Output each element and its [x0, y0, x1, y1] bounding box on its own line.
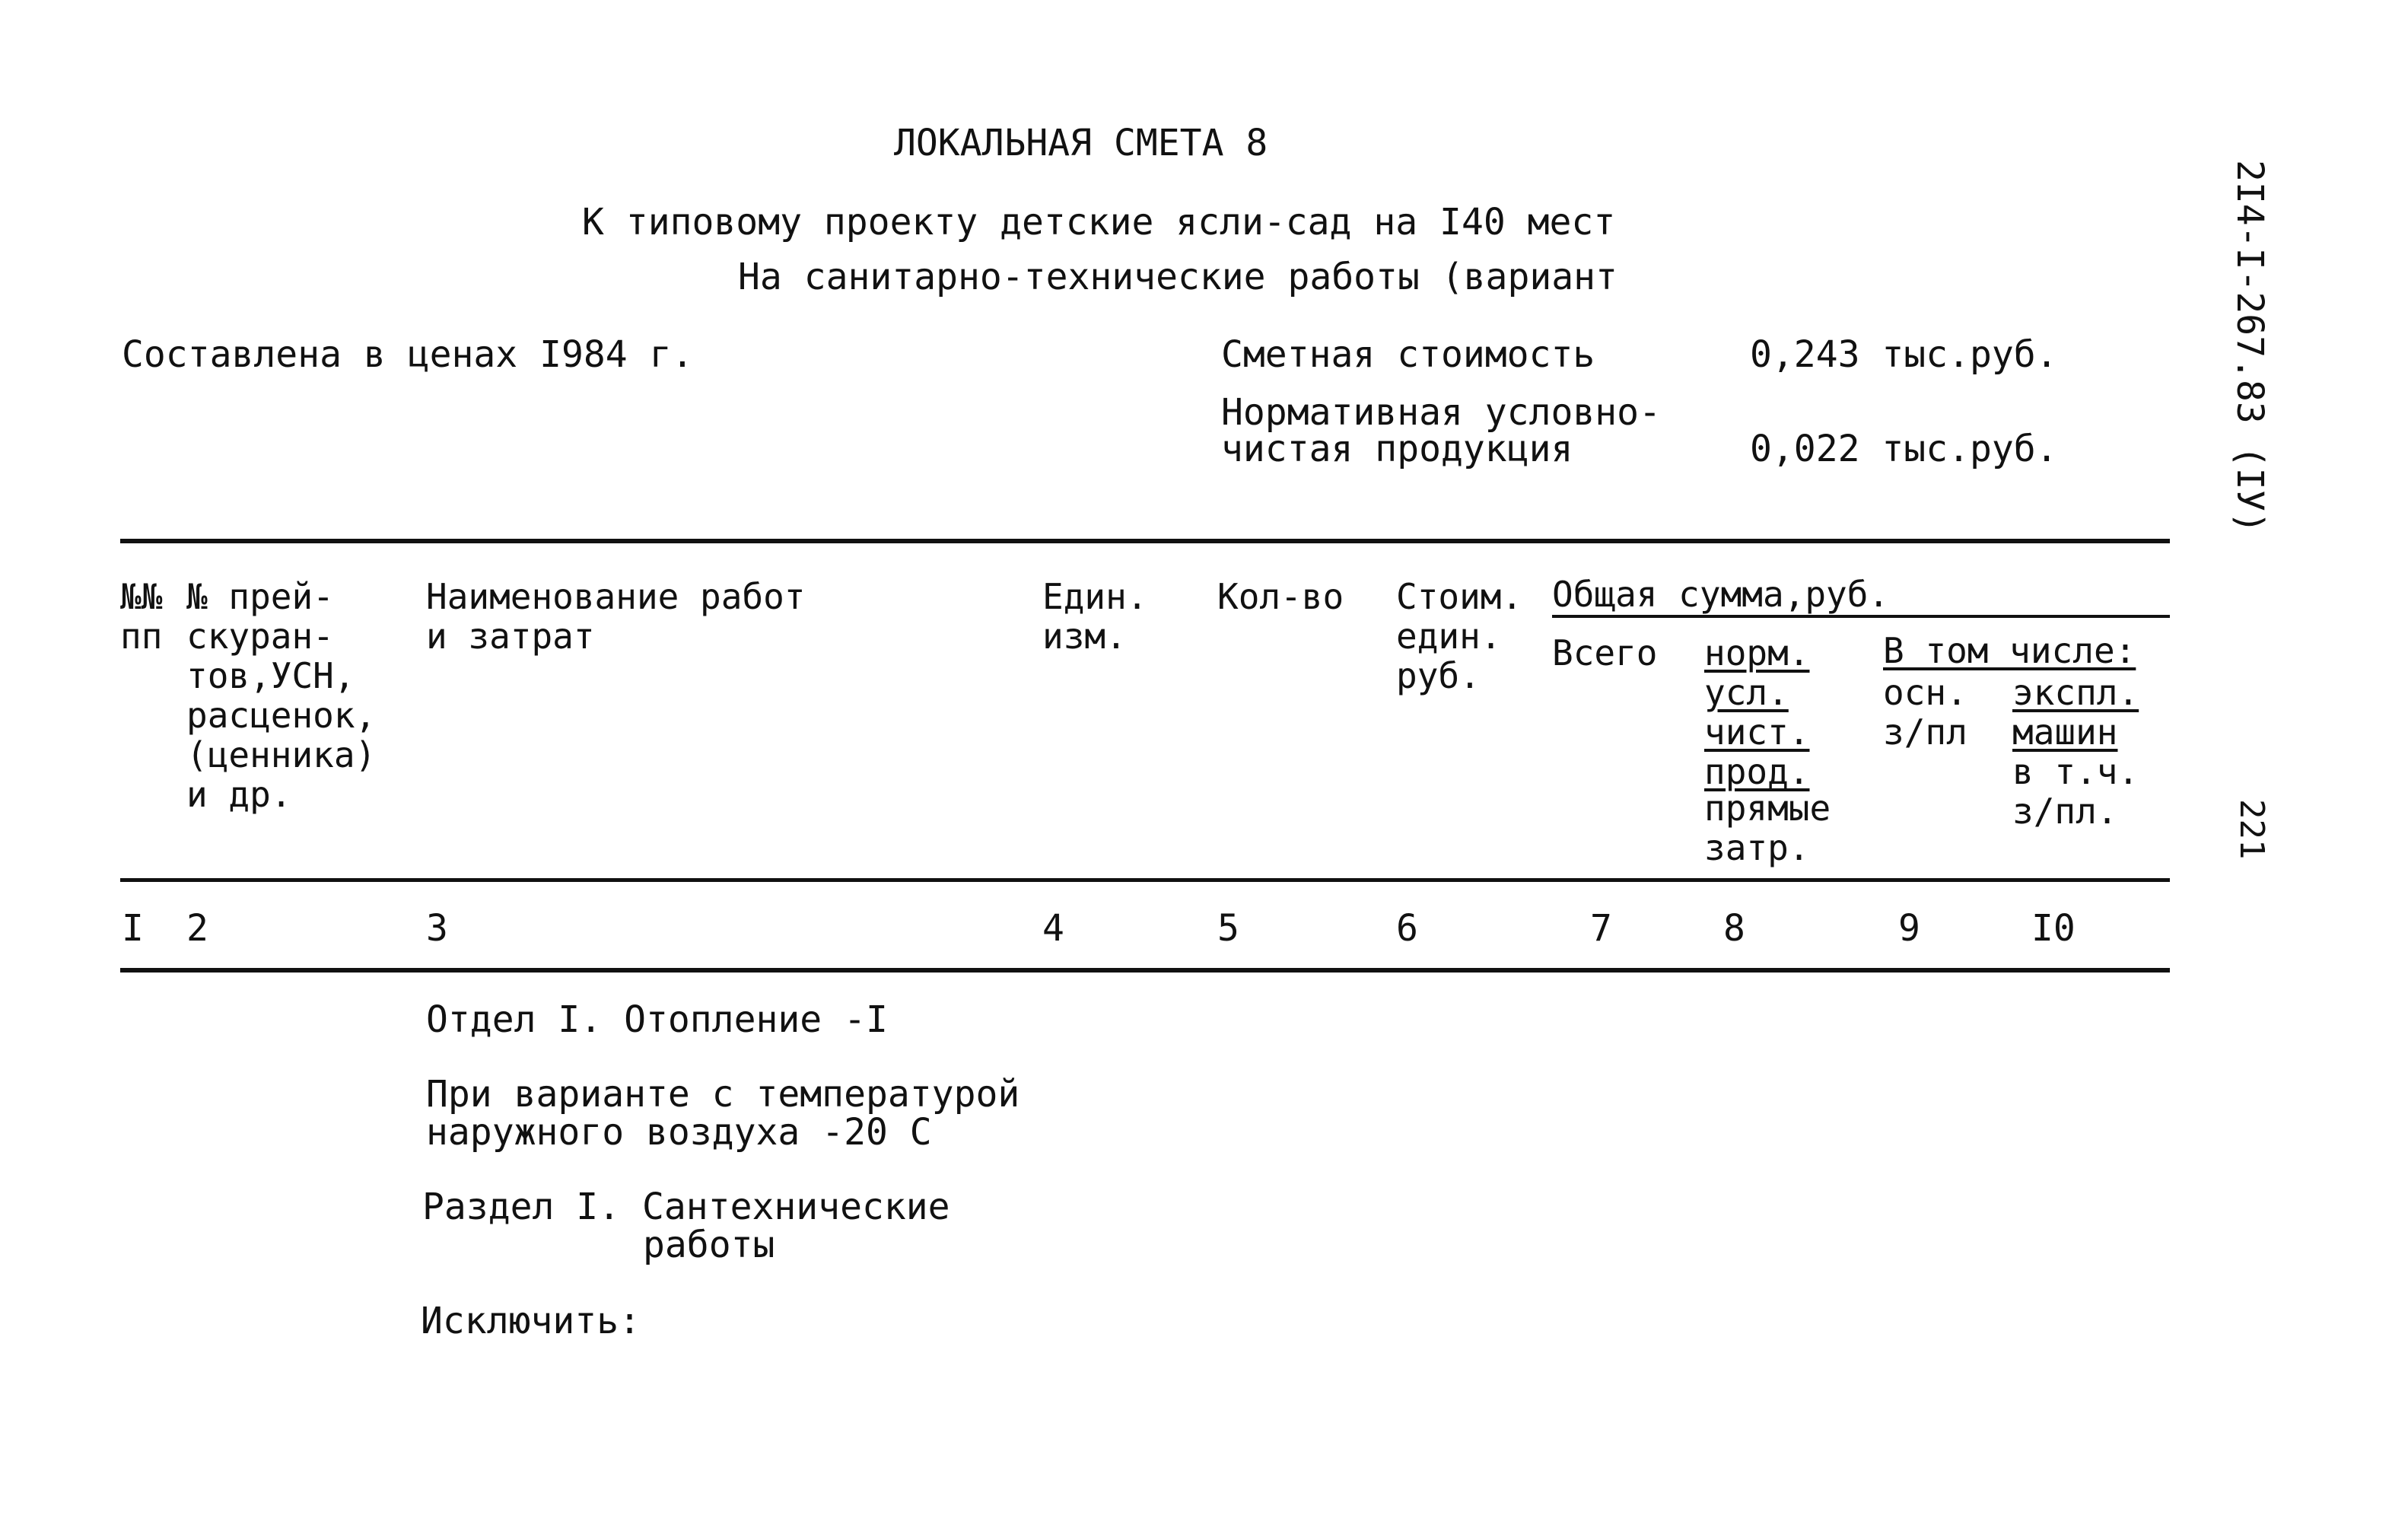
header-col-machine-salary: в т.ч. з/пл. [2012, 751, 2139, 832]
column-number-1: I [122, 907, 144, 950]
column-numbers-rule [120, 968, 2170, 973]
estimated-cost-label: Сметная стоимость [1221, 333, 1595, 376]
document-subtitle-project: К типовому проекту детские ясли-сад на I40 мест [582, 201, 1616, 244]
total-group-rule [1552, 615, 2170, 618]
department-heading: Отдел I. Отопление -I [426, 998, 888, 1041]
column-number-3: 3 [426, 907, 448, 950]
header-col-unit-cost: Стоим. един. руб. [1396, 576, 1523, 696]
header-col-quantity: Кол-во [1217, 576, 1344, 617]
header-col-base-salary: осн. з/пл [1883, 672, 1967, 753]
header-col-work-name: Наименование работ и затрат [426, 576, 806, 657]
column-number-6: 6 [1396, 907, 1418, 950]
header-bottom-rule [120, 878, 2170, 882]
header-col-total: Всего [1552, 632, 1658, 673]
column-number-5: 5 [1217, 907, 1239, 950]
variant-line-1: При варианте с температурой [426, 1073, 1020, 1116]
header-col-unit: Един. изм. [1042, 576, 1148, 657]
variant-line-2: наружного воздуха -20 С [426, 1111, 932, 1154]
header-col-direct-costs: прямые затр. [1704, 788, 1831, 868]
column-number-2: 2 [186, 907, 208, 950]
section-line-2: работы [643, 1224, 775, 1266]
header-col-machine-operation: экспл. машин [2012, 672, 2139, 753]
document-title: ЛОКАЛЬНАЯ СМЕТА 8 [894, 122, 1268, 164]
normative-product-label-line2: чистая продукция [1221, 428, 1573, 470]
header-col-row-number: №№ пп [120, 576, 163, 657]
column-number-4: 4 [1042, 907, 1064, 950]
page-mark: 221 [2232, 799, 2271, 860]
side-document-code: 2I4-I-267.83 (IУ) [2228, 160, 2271, 534]
header-total-group: Общая сумма,руб. [1552, 574, 1890, 615]
prices-note: Составлена в ценах I984 г. [122, 333, 694, 376]
estimated-cost-value: 0,243 тыс.руб. [1750, 333, 2058, 376]
exclude-label: Исключить: [421, 1300, 641, 1342]
column-number-8: 8 [1723, 907, 1745, 950]
header-including-group: В том числе: [1883, 630, 2136, 671]
normative-product-label-line1: Нормативная условно- [1221, 391, 1661, 434]
column-number-9: 9 [1898, 907, 1920, 950]
column-number-10: I0 [2031, 907, 2076, 950]
column-number-7: 7 [1590, 907, 1612, 950]
table-top-rule [120, 539, 2170, 543]
section-line-1: Раздел I. Сантехнические [422, 1186, 950, 1228]
header-col-normative-product: норм. усл. чист. прод. [1704, 632, 1810, 792]
document-subtitle-works: На санитарно-технические работы (вариант [738, 256, 1618, 298]
normative-product-value: 0,022 тыс.руб. [1750, 428, 2058, 470]
header-col-price-list: № прей- скуран- тов,УСН, расценок, (ценника) и др. [186, 576, 377, 815]
